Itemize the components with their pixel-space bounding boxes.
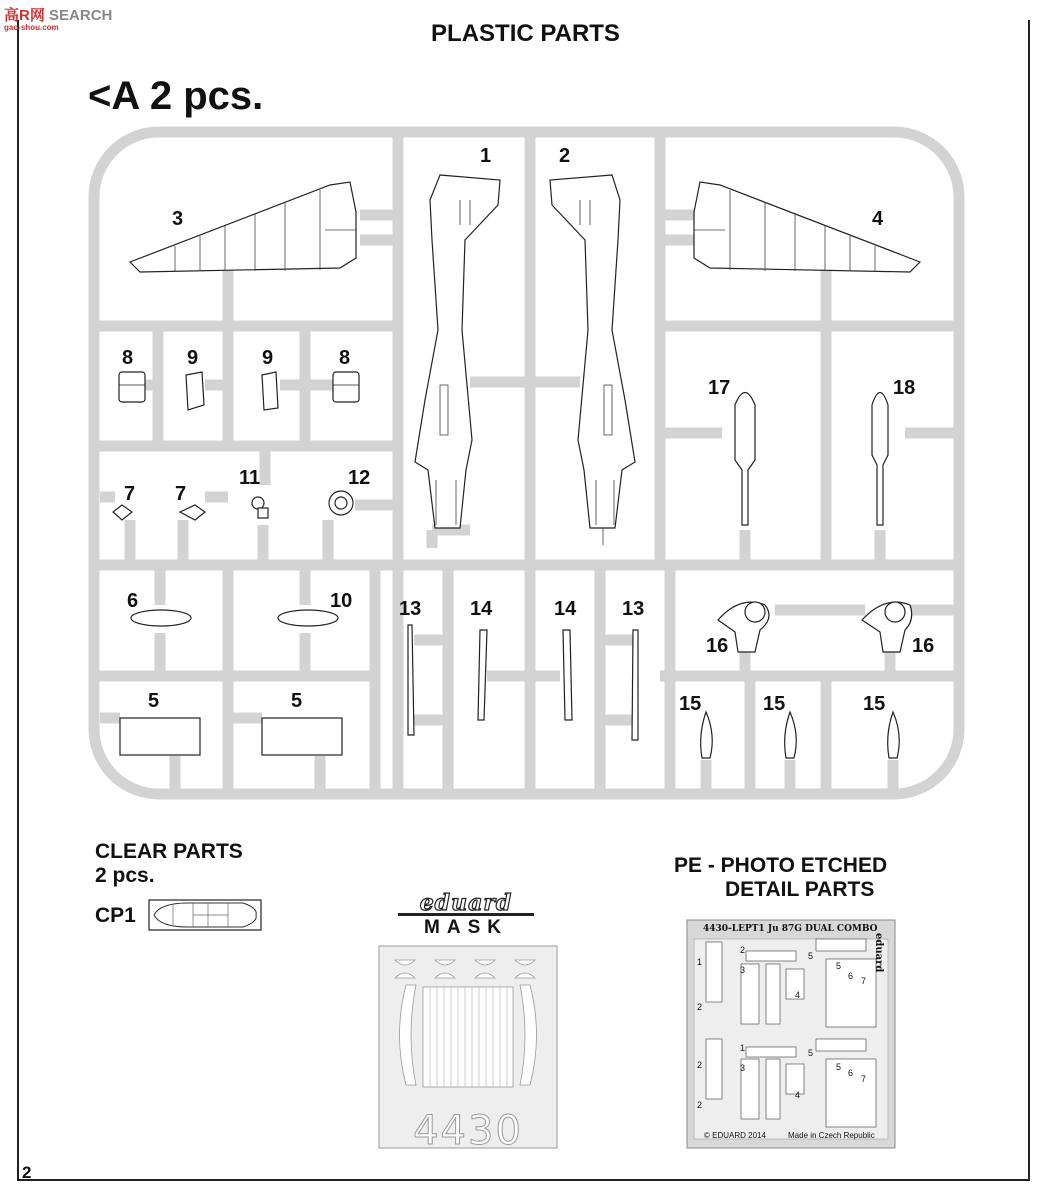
cp1-label: CP1 [95,904,136,927]
page-title: PLASTIC PARTS [431,20,620,47]
part-number-18: 18 [893,377,916,399]
part-15-a [701,712,713,758]
part-number-13: 13 [622,598,645,620]
pe-fret-brand: eduard [873,933,884,973]
part-number-7: 7 [175,483,187,505]
part-3 [130,182,356,272]
pe-fret-code: 4430-LEPT1 Ju 87G DUAL COMBO [703,924,878,934]
pe-number: 3 [740,1063,746,1073]
part-number-14: 14 [554,598,577,620]
part-number-8: 8 [122,347,134,369]
pe-number: 5 [808,1048,814,1058]
part-number-5: 5 [291,690,303,712]
part-number-8: 8 [339,347,351,369]
part-number-4: 4 [872,208,884,230]
pe-heading: PE - PHOTO ETCHED DETAIL PARTS [674,854,888,901]
part-15-c [888,712,900,758]
part-number-10: 10 [330,590,353,612]
pe-number: 7 [861,976,867,986]
part-number-6: 6 [127,590,139,612]
pe-number: 5 [808,951,814,961]
part-number-14: 14 [470,598,493,620]
part-8-right [333,372,359,402]
watermark-search: SEARCH [49,7,113,24]
mask-logo [398,890,534,939]
page-number: 2 [22,1163,32,1182]
pe-number: 6 [848,1068,854,1078]
part-number-9: 9 [187,347,199,369]
mask-product: MASK [424,917,508,938]
pe-made-in: Made in Czech Republic [788,1131,875,1140]
part-number-7: 7 [124,483,136,505]
pe-number: 2 [697,1060,703,1070]
sprue-label: <A 2 pcs. [88,74,264,118]
part-5-left [120,718,200,755]
part-number-17: 17 [708,377,731,399]
pe-number: 5 [836,961,842,971]
pe-number: 7 [861,1074,867,1084]
pe-copyright: © EDUARD 2014 [704,1131,766,1140]
part-6 [131,610,191,626]
part-number-5: 5 [148,690,160,712]
part-1 [415,175,500,528]
pe-number: 1 [697,957,703,967]
pe-number: 4 [795,990,801,1000]
part-number-15: 15 [679,693,702,715]
part-number-15: 15 [863,693,886,715]
part-8-left [119,372,145,402]
part-number-16: 16 [706,635,729,657]
mask-code: 4430 [413,1108,523,1154]
part-number-2: 2 [559,145,571,167]
part-7-right [180,505,205,520]
part-4 [694,182,920,272]
clear-part-cp1 [148,898,263,934]
part-number-3: 3 [172,208,184,230]
part-9-left [186,372,204,410]
part-5-right [262,718,342,755]
pe-number: 3 [740,965,746,975]
part-number-9: 9 [262,347,274,369]
pe-number: 1 [740,1043,746,1053]
pe-fret [686,919,896,1149]
part-15-b [785,712,797,758]
pe-number: 2 [740,945,746,955]
part-11 [252,497,264,509]
clear-parts-heading: CLEAR PARTS 2 pcs. [95,840,243,887]
pe-number: 4 [795,1090,801,1100]
pe-number: 6 [848,971,854,981]
part-number-12: 12 [348,467,371,489]
part-number-16: 16 [912,635,935,657]
pe-number: 2 [697,1002,703,1012]
part-14-left [478,630,487,720]
part-number-15: 15 [763,693,786,715]
part-number-1: 1 [480,145,492,167]
part-9-right [262,372,278,410]
part-17 [735,393,755,526]
mask-brand: eduard [398,893,534,916]
pe-number: 5 [836,1062,842,1072]
part-number-11: 11 [239,467,261,489]
pe-number: 2 [697,1100,703,1110]
watermark: 高R网 SEARCH gao-shou.com [4,7,113,32]
watermark-url: gao-shou.com [4,23,59,32]
part-number-13: 13 [399,598,422,620]
part-10 [278,610,338,626]
part-2 [550,175,635,528]
part-7-left [113,505,132,520]
part-13-left [408,625,414,735]
part-18 [872,393,888,526]
part-14-right [563,630,572,720]
part-13-right [632,630,638,740]
